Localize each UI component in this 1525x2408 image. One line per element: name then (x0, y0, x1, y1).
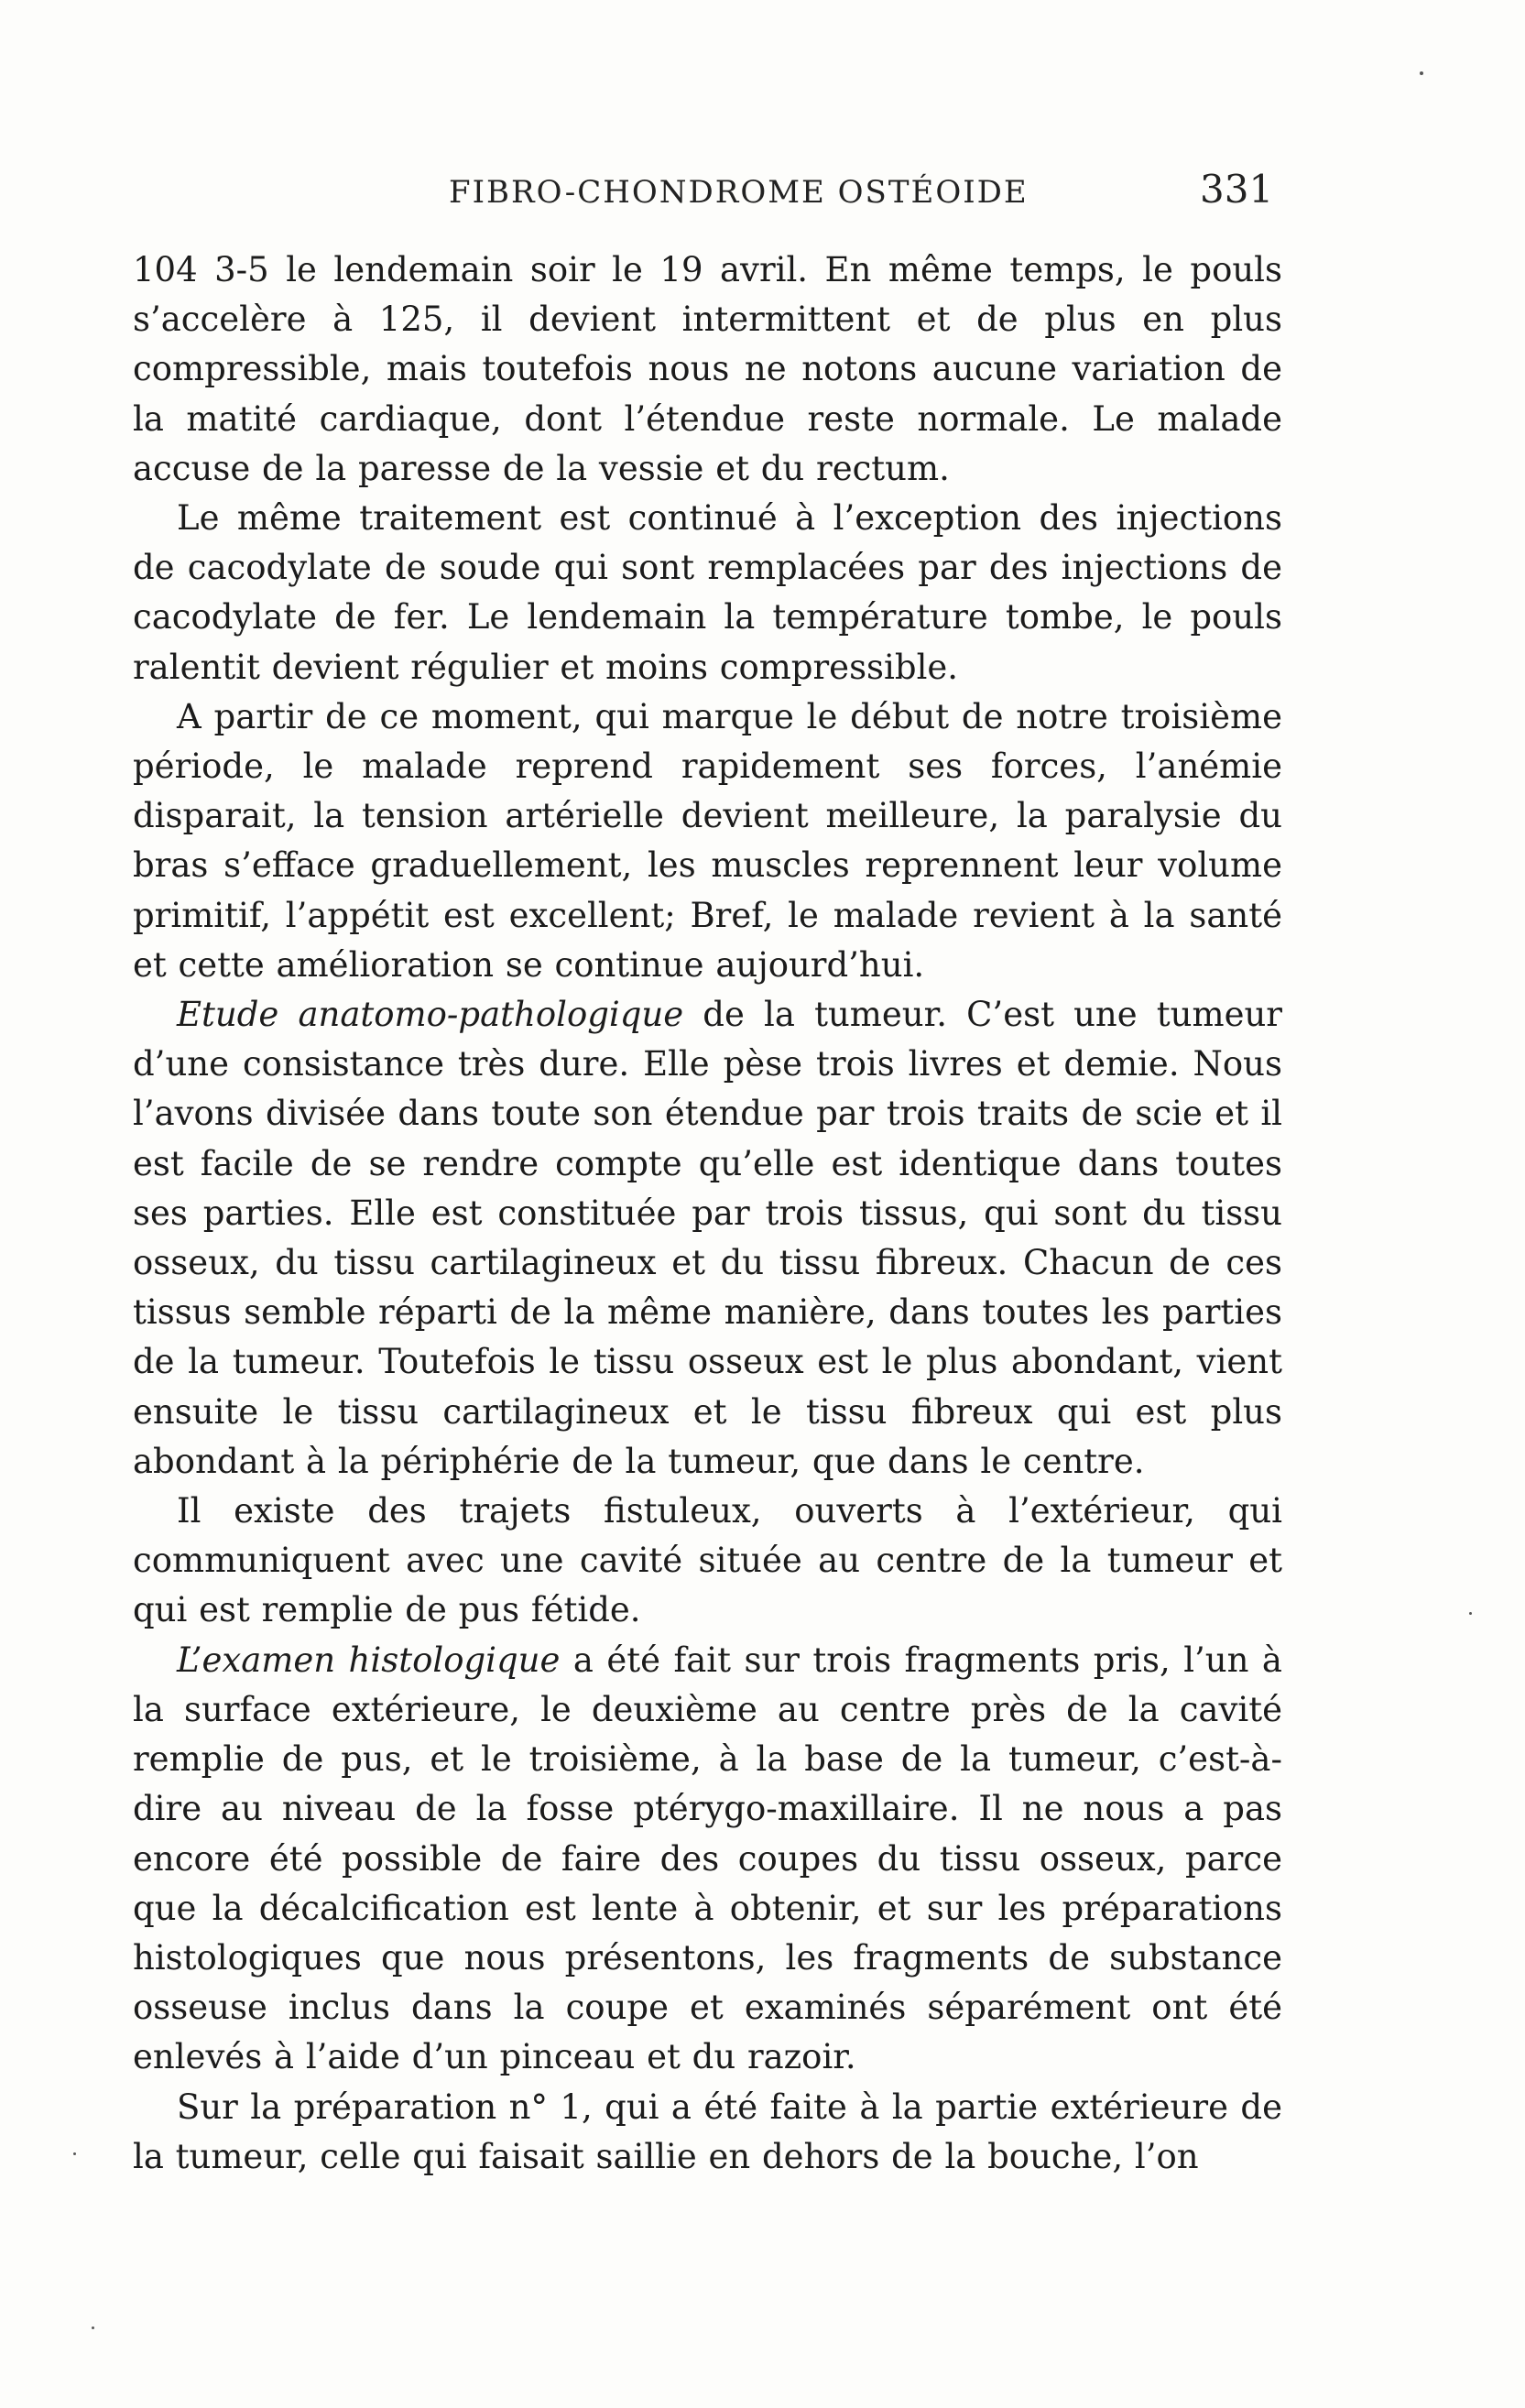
paragraph-2: Le même traitement est continué à l’exception des injections de cacodylate de soude qui sont remplacées par des injections de cacodylate de fer. Le lendemain la température tombe, le pouls ralentit devient régulier et moins compressible. (133, 498, 1282, 687)
section-heading-italic: Etude anatomo-pathologique (177, 995, 684, 1035)
running-title: FIBRO-CHONDROME OSTÉOIDE (449, 174, 1029, 211)
scan-speck (1420, 71, 1423, 75)
paragraph-1: 104 3-5 le lendemain soir le 19 avril. En même temps, le pouls s’accelère à 125, il devient intermittent et de plus en plus compressible, mais toutefois nous ne notons aucune variation de la matité cardiaque, dont l’étendue reste normale. Le malade accuse de la paresse de la vessie et du rectum. (133, 250, 1282, 488)
paragraph-3: A partir de ce moment, qui marque le début de notre troisième période, le malade reprend rapidement ses forces, l’anémie disparait, la tension artérielle devient meilleure, la paralysie du bras s’efface graduellement, les muscles reprennent leur volume primitif, l’appétit est excellent; Bref, le malade revient à la santé et cette amélioration se continue aujourd’hui. (133, 696, 1282, 985)
histology-heading-italic: L’examen histologique (177, 1640, 561, 1680)
scan-speck (92, 2326, 94, 2329)
paragraph-4-text: de la tumeur. C’est une tumeur d’une consistance très dure. Elle pèse trois livres et demie. Nous l’avons divisée dans toute son étendue par trois traits de scie et il est facile de se rendre compte qu’elle est identique dans toutes ses parties. Elle est constituée par trois tissus, qui sont du tissu osseux, du tissu cartilagineux et du tissu fibreux. Chacun de ces tissus semble réparti de la même manière, dans toutes les parties de la tumeur. Toutefois le tissu osseux est le plus abondant, vient ensuite le tissu cartilagineux et le tissu fibreux qui est plus abondant à la périphérie de la tumeur, que dans le centre. (133, 995, 1282, 1481)
paragraph-5: Il existe des trajets fistuleux, ouverts à l’extérieur, qui communiquent avec une cavité située au centre de la tumeur et qui est remplie de pus fétide. (133, 1491, 1282, 1630)
paragraph-4 (133, 990, 1282, 1487)
paragraph-6-text: a été fait sur trois fragments pris, l’un à la surface extérieure, le deuxième au centre près de la cavité remplie de pus, et le troisième, à la base de la tumeur, c’est-à-dire au niveau de la fosse ptérygo-maxillaire. Il ne nous a pas encore été possible de faire des coupes du tissu osseux, parce que la décalcification est lente à obtenir, et sur les préparations histologiques que nous présentons, les fragments de substance osseuse inclus dans la coupe et examinés séparément ont été enlevés à l’aide d’un pinceau et du razoir. (133, 1640, 1282, 2077)
paragraph-7: Sur la préparation n° 1, qui a été faite à la partie extérieure de la tumeur, celle qui faisait saillie en dehors de la bouche, l’on (133, 2087, 1282, 2176)
paragraph-6 (133, 1636, 1282, 2083)
scan-speck (1469, 1612, 1472, 1615)
page-number: 331 (1200, 167, 1274, 212)
body-text (133, 245, 1282, 2182)
scan-speck (73, 2152, 76, 2155)
